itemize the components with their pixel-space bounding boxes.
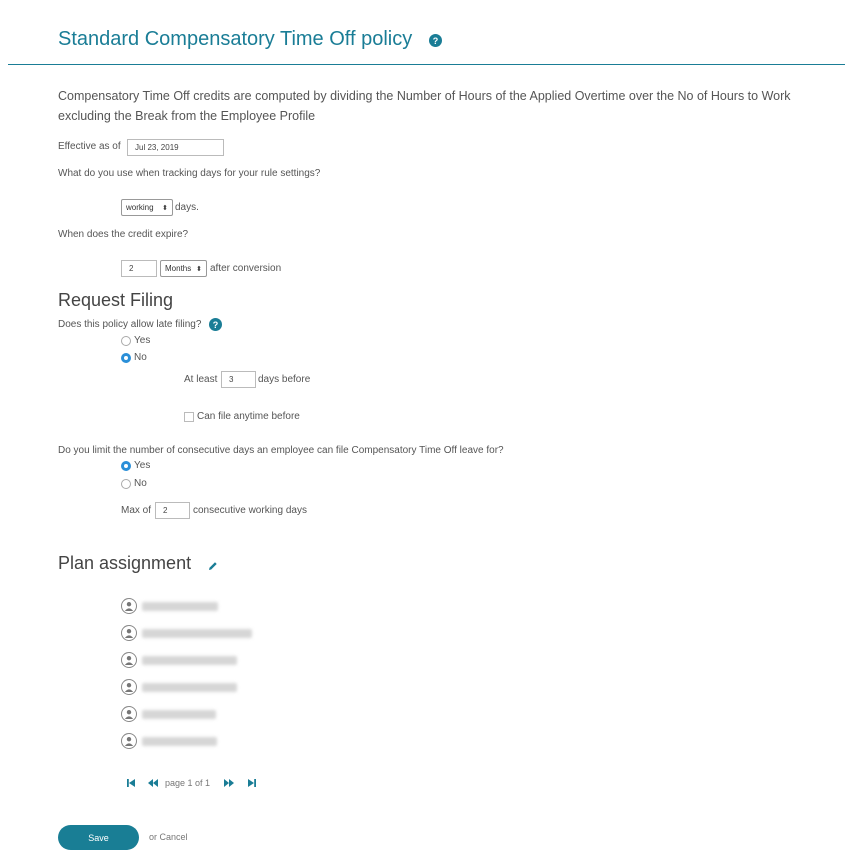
tracking-question: What do you use when tracking days for your rule settings? bbox=[58, 168, 321, 179]
late-filing-help-icon[interactable]: ? bbox=[209, 318, 222, 331]
policy-description: Compensatory Time Off credits are computed by dividing the Number of Hours of the Applied Overtime over the No of Hours to Work excluding the Break from the Employee Profile bbox=[58, 89, 791, 123]
member-name-blurred bbox=[142, 602, 218, 611]
tracking-day-type-select[interactable] bbox=[121, 199, 173, 216]
tracking-suffix: days. bbox=[175, 202, 199, 213]
consecutive-yes-radio[interactable] bbox=[121, 461, 131, 471]
expiry-suffix: after conversion bbox=[210, 263, 282, 274]
max-consecutive-days-input[interactable]: 2 bbox=[155, 502, 190, 519]
late-filing-yes-radio[interactable] bbox=[121, 336, 131, 346]
tracking-day-type-value: working bbox=[126, 203, 154, 212]
member-name-blurred bbox=[142, 710, 216, 719]
late-filing-question: Does this policy allow late filing? bbox=[58, 319, 202, 330]
late-filing-yes-label: Yes bbox=[134, 335, 151, 346]
user-avatar-icon bbox=[121, 652, 137, 668]
anytime-before-checkbox[interactable] bbox=[184, 412, 194, 422]
at-least-label: At least bbox=[184, 374, 218, 385]
request-filing-heading: Request Filing bbox=[58, 290, 174, 310]
member-name-blurred bbox=[142, 737, 217, 746]
member-row bbox=[121, 652, 237, 668]
save-button[interactable]: Save bbox=[58, 825, 139, 850]
next-page-icon[interactable] bbox=[224, 778, 234, 788]
user-avatar-icon bbox=[121, 598, 137, 614]
member-row bbox=[121, 625, 252, 641]
pager-text: page 1 of 1 bbox=[165, 778, 211, 788]
policy-title: Standard Compensatory Time Off policy bbox=[58, 28, 413, 50]
plan-assignment-heading: Plan assignment bbox=[58, 553, 192, 573]
help-icon[interactable]: ? bbox=[429, 34, 442, 47]
expiry-unit-value: Months bbox=[165, 264, 192, 273]
member-name-blurred bbox=[142, 656, 237, 665]
expiry-amount-input[interactable]: 2 bbox=[121, 260, 157, 277]
user-avatar-icon bbox=[121, 679, 137, 695]
user-avatar-icon bbox=[121, 733, 137, 749]
effective-date-label: Effective as of bbox=[58, 141, 121, 152]
days-before-label: days before bbox=[258, 374, 311, 385]
pencil-icon[interactable] bbox=[207, 560, 219, 572]
cancel-link[interactable]: or Cancel bbox=[149, 832, 188, 842]
user-avatar-icon bbox=[121, 625, 137, 641]
select-arrows-icon: ⬍ bbox=[162, 204, 168, 212]
select-arrows-icon: ⬍ bbox=[196, 265, 202, 273]
late-filing-no-label: No bbox=[134, 352, 147, 363]
member-name-blurred bbox=[142, 683, 237, 692]
member-name-blurred bbox=[142, 629, 252, 638]
anytime-before-label: Can file anytime before bbox=[197, 411, 300, 422]
max-of-label: Max of bbox=[121, 505, 152, 516]
expiry-unit-select[interactable] bbox=[160, 260, 207, 277]
prev-page-icon[interactable] bbox=[148, 778, 158, 788]
consecutive-suffix: consecutive working days bbox=[193, 505, 307, 516]
last-page-icon[interactable] bbox=[247, 778, 257, 788]
member-row bbox=[121, 598, 218, 614]
at-least-days-input[interactable]: 3 bbox=[221, 371, 256, 388]
expiry-question: When does the credit expire? bbox=[58, 229, 189, 240]
member-row bbox=[121, 706, 216, 722]
member-row bbox=[121, 733, 217, 749]
consecutive-yes-label: Yes bbox=[134, 460, 151, 471]
consecutive-question: Do you limit the number of consecutive days an employee can file Compensatory Time Off leave for? bbox=[58, 445, 504, 456]
consecutive-no-label: No bbox=[134, 478, 147, 489]
late-filing-no-radio[interactable] bbox=[121, 353, 131, 363]
user-avatar-icon bbox=[121, 706, 137, 722]
header-divider bbox=[8, 64, 845, 65]
member-row bbox=[121, 679, 237, 695]
first-page-icon[interactable] bbox=[126, 778, 136, 788]
consecutive-no-radio[interactable] bbox=[121, 479, 131, 489]
effective-date-input[interactable]: Jul 23, 2019 bbox=[127, 139, 224, 156]
